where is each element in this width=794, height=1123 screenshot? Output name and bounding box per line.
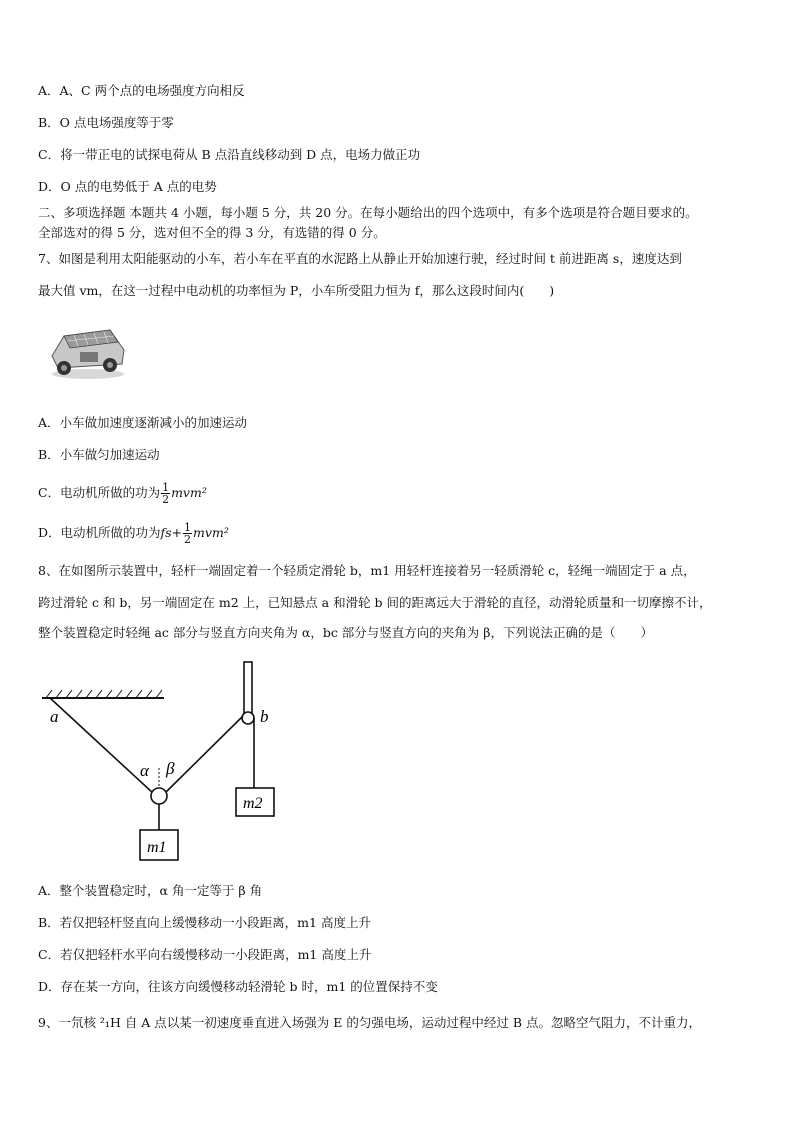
rope-ac bbox=[50, 698, 154, 794]
q7-option-d-expr-head: fs+ bbox=[160, 525, 183, 540]
q7-stem-line2: 最大值 vm，在这一过程中电动机的功率恒为 P，小车所受阻力恒为 f，那么这段时间内( ) bbox=[38, 283, 555, 298]
q7-option-c-expr: mvm² bbox=[171, 485, 207, 500]
q6-option-b: B．O 点电场强度等于零 bbox=[38, 115, 174, 130]
q7-option-b: B．小车做匀加速运动 bbox=[38, 447, 160, 462]
q6-option-a: A．A、C 两个点的电场强度方向相反 bbox=[38, 83, 245, 98]
q8-option-a: A．整个装置稳定时，α 角一定等于 β 角 bbox=[38, 883, 263, 898]
solar-car-image bbox=[44, 322, 128, 382]
q7-stem-line1: 7、如图是利用太阳能驱动的小车，若小车在平直的水泥路上从静止开始加速行驶，经过时间 t 前进距离 s，速度达到 bbox=[38, 251, 682, 266]
fraction-denominator: 2 bbox=[162, 493, 170, 506]
pulley-diagram bbox=[36, 660, 286, 870]
label-m1: m1 bbox=[147, 839, 167, 856]
fraction bbox=[161, 482, 170, 505]
q9-stem-line1: 9、一氘核 ²₁H 自 A 点以某一初速度垂直进入场强为 E 的匀强电场，运动过程中经过 B 点。忽略空气阻力，不计重力， bbox=[38, 1015, 702, 1030]
light-rod bbox=[244, 662, 252, 714]
q6-option-c: C．将一带正电的试探电荷从 B 点沿直线移动到 D 点，电场力做正功 bbox=[38, 147, 421, 162]
q7-option-c-prefix: C．电动机所做的功为 bbox=[38, 485, 161, 500]
label-b: b bbox=[260, 707, 269, 726]
q6-option-d: D．O 点的电势低于 A 点的电势 bbox=[38, 179, 217, 194]
q8-stem-line3: 整个装置稳定时轻绳 ac 部分与竖直方向夹角为 α，bc 部分与竖直方向的夹角为 β，下列说法正确的是（ ） bbox=[38, 625, 653, 640]
q8-option-c: C．若仅把轻杆水平向右缓慢移动一小段距离，m1 高度上升 bbox=[38, 947, 372, 962]
rope-bc bbox=[164, 716, 243, 794]
q7-option-c bbox=[38, 480, 770, 506]
label-a: a bbox=[50, 707, 59, 726]
q7-option-d bbox=[38, 520, 770, 546]
q7-option-a: A．小车做加速度逐渐减小的加速运动 bbox=[38, 415, 248, 430]
fraction-numerator: 1 bbox=[184, 521, 192, 534]
fixed-pulley-b bbox=[242, 712, 254, 724]
q8-stem-line1: 8、在如图所示装置中，轻杆一端固定着一个轻质定滑轮 b，m1 用轻杆连接着另一轻质滑轮 c，轻绳一端固定于 a 点， bbox=[38, 563, 696, 578]
fraction-numerator: 1 bbox=[162, 481, 170, 494]
label-beta: β bbox=[166, 759, 175, 778]
section2-line1: 二、多项选择题 本题共 4 小题，每小题 5 分，共 20 分。在每小题给出的四个选项中，有多个选项是符合题目要求的。 bbox=[38, 205, 698, 220]
section2-line2: 全部选对的得 5 分，选对但不全的得 3 分，有选错的得 0 分。 bbox=[38, 225, 386, 240]
q7-option-d-expr-tail: mvm² bbox=[193, 525, 229, 540]
q8-stem-line2: 跨过滑轮 c 和 b，另一端固定在 m2 上，已知悬点 a 和滑轮 b 间的距离远大于滑轮的直径，动滑轮质量和一切摩擦不计， bbox=[38, 595, 712, 610]
fraction bbox=[183, 522, 192, 545]
label-alpha: α bbox=[140, 761, 149, 780]
moving-pulley-c bbox=[151, 788, 167, 804]
q7-option-d-prefix: D．电动机所做的功为 bbox=[38, 525, 161, 540]
fraction-denominator: 2 bbox=[184, 533, 192, 546]
q8-option-b: B．若仅把轻杆竖直向上缓慢移动一小段距离，m1 高度上升 bbox=[38, 915, 371, 930]
q8-option-d: D．存在某一方向，往该方向缓慢移动轻滑轮 b 时，m1 的位置保持不变 bbox=[38, 979, 438, 994]
label-m2: m2 bbox=[243, 795, 263, 812]
